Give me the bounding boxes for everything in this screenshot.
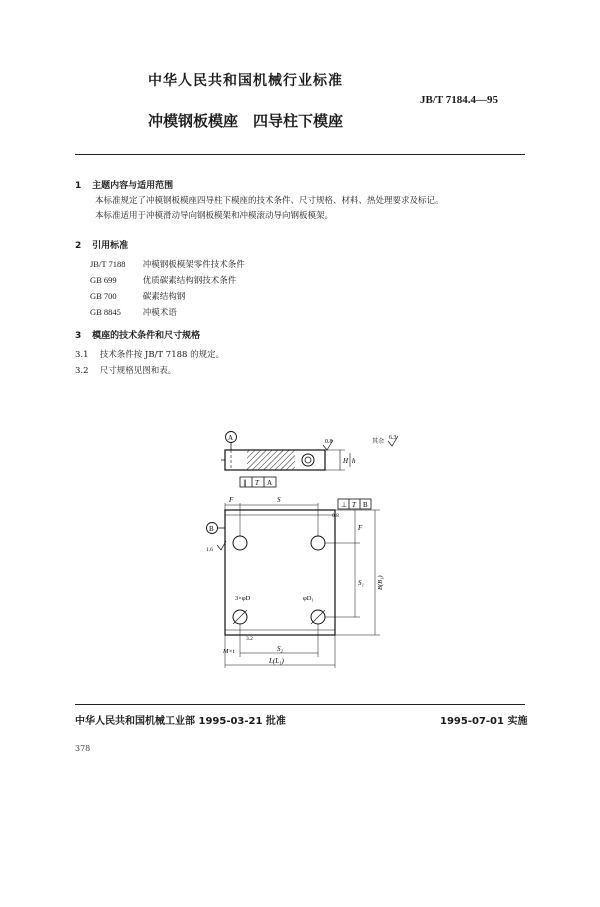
guide-hole [233, 536, 247, 550]
hole-d1-label: φD₁ [303, 595, 314, 602]
section-3-heading [75, 328, 200, 341]
tolerance-value: T [255, 479, 259, 487]
reference-item [90, 258, 245, 270]
roughness-rest-value: 6.3 [389, 435, 397, 441]
clause-number: 3.2 [75, 366, 89, 376]
reference-item [90, 274, 236, 286]
dim-m-label: M×t [223, 648, 235, 655]
reference-title: 优质碳素结构钢技术条件 [142, 276, 237, 286]
reference-title: 冲模术语 [142, 308, 177, 318]
section-title: 引用标准 [92, 241, 129, 251]
tolerance-datum: A [267, 479, 273, 487]
clause-number: 3.1 [75, 350, 89, 360]
reference-item [90, 290, 185, 302]
section-number: 2 [75, 241, 82, 251]
reference-title: 碳素结构钢 [142, 292, 186, 302]
datum-a-label: A [228, 434, 234, 442]
roughness-value: 3.2 [246, 636, 253, 642]
guide-hole [311, 536, 325, 550]
roughness-value: 0.8 [325, 439, 333, 445]
dim-small-h-label: h [352, 457, 356, 465]
document-title: 冲模钢板模座 四导柱下模座 [148, 112, 344, 130]
effective-date: 1995-07-01 实施 [440, 716, 528, 727]
clause-3-2 [75, 364, 176, 379]
tolerance-symbol: ∥ [243, 479, 247, 487]
dim-f-label: F [229, 496, 234, 504]
dim-s1-label: S₁ [358, 579, 364, 587]
section-title: 主题内容与适用范围 [92, 181, 174, 191]
section-2-heading [75, 238, 128, 251]
org-title: 中华人民共和国机械行业标准 [148, 73, 343, 89]
dim-s2-label: S₂ [277, 645, 283, 653]
plan-view [206, 496, 384, 668]
section-number: 1 [75, 181, 82, 191]
section-1-paragraph: 本标准适用于冲模滑动导向钢板模架和冲模滚动导向钢板模架。 [95, 211, 334, 221]
dim-l-label: L(L₁) [269, 657, 284, 665]
lower-die-base-drawing [195, 425, 410, 680]
dim-h-label: H [343, 457, 349, 465]
counterbore-hole [302, 454, 314, 466]
roughness-rest-label: 其余 [372, 439, 385, 445]
clause-text: 尺寸规格见图和表。 [99, 366, 177, 376]
reference-code: JB/T 7188 [90, 259, 126, 269]
page-number: 378 [75, 744, 91, 753]
section-1-heading [75, 178, 173, 191]
dim-b-label: B(B₁) [377, 575, 384, 590]
tolerance-symbol: ⊥ [341, 501, 348, 509]
tolerance-datum: B [363, 501, 368, 509]
roughness-value: 0.8 [332, 513, 339, 519]
section-hatch [247, 450, 295, 470]
holes-d-label: 3×φD [235, 595, 251, 602]
roughness-value: 1.6 [206, 547, 213, 553]
reference-code: GB 700 [90, 291, 117, 301]
reference-title: 冲模钢板模架零件技术条件 [142, 260, 245, 270]
counterbore-inner [305, 457, 311, 463]
side-view [221, 432, 398, 488]
tolerance-value: T [352, 501, 356, 509]
reference-code: GB 8845 [90, 307, 121, 317]
section-number: 3 [75, 331, 82, 341]
dim-s-label: S [277, 496, 281, 504]
datum-b-label: B [209, 525, 214, 533]
footer-rule [75, 704, 525, 705]
section-1-paragraph: 本标准规定了冲模钢板模座四导柱下模座的技术条件、尺寸规格、材料、热处理要求及标记。 [95, 196, 444, 206]
reference-code: GB 699 [90, 275, 117, 285]
clause-3-1 [75, 348, 224, 363]
standard-code: JB/T 7184.4—95 [420, 94, 499, 106]
header-rule [75, 154, 525, 155]
clause-text: 技术条件按 JB/T 7188 的规定。 [99, 350, 225, 360]
reference-item [90, 306, 177, 318]
section-title: 模座的技术条件和尺寸规格 [92, 331, 201, 341]
approval-line: 中华人民共和国机械工业部 1995-03-21 批准 [75, 716, 286, 727]
dim-f-right-label: F [358, 524, 363, 532]
